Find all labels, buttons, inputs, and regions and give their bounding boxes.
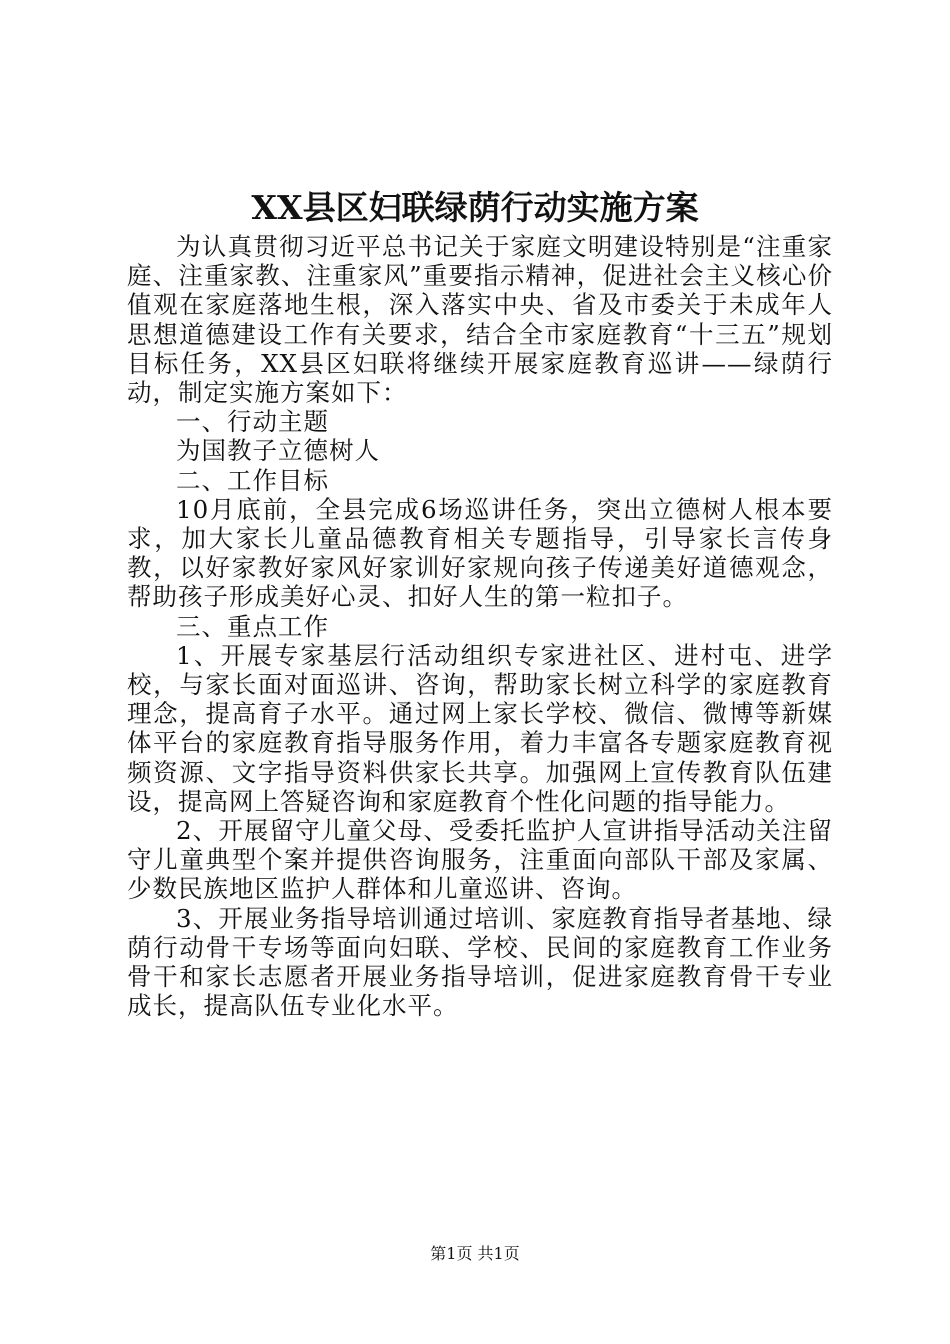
intro-paragraph: 为认真贯彻习近平总书记关于家庭文明建设特别是“注重家庭、注重家教、注重家风”重要指示精神，促进社会主义核心价值观在家庭落地生根，深入落实中央、省及市委关于未成年人思想道德建设工作有关要求，结合全市家庭教育“十三五”规划目标任务，XX县区妇联将继续开展家庭教育巡讲——绿荫行动，制定实施方案如下：: [127, 232, 833, 408]
work-item-1: 1、开展专家基层行活动组织专家进社区、进村屯、进学校，与家长面对面巡讲、咨询，帮助家长树立科学的家庭教育理念，提高育子水平。通过网上家长学校、微信、微博等新媒体平台的家庭教育指导服务作用，着力丰富各专题家庭教育视频资源、文字指导资料供家长共享。加强网上宣传教育队伍建设，提高网上答疑咨询和家庭教育个性化问题的指导能力。: [127, 640, 833, 816]
section-2-content: 10月底前，全县完成6场巡讲任务，突出立德树人根本要求，加大家长儿童品德教育相关专题指导，引导家长言传身教，以好家教好家风好家训好家规向孩子传递美好道德观念，帮助孩子形成美好心灵、扣好人生的第一粒扣子。: [127, 494, 833, 612]
work-item-3: 3、开展业务指导培训通过培训、家庭教育指导者基地、绿荫行动骨干专场等面向妇联、学校、民间的家庭教育工作业务骨干和家长志愿者开展业务指导培训，促进家庭教育骨干专业成长，提高队伍专业化水平。: [127, 903, 833, 1021]
section-heading-2: 二、工作目标: [176, 465, 329, 495]
document-body: [127, 232, 833, 1020]
document-title: XX县区妇联绿荫行动实施方案: [251, 188, 699, 227]
work-item-2: 2、开展留守儿童父母、受委托监护人宣讲指导活动关注留守儿童典型个案并提供咨询服务，注重面向部队干部及家属、少数民族地区监护人群体和儿童巡讲、咨询。: [127, 816, 833, 904]
page-footer: 第1页 共1页: [430, 1244, 520, 1263]
section-heading-1: 一、行动主题: [176, 407, 329, 437]
section-heading-3: 三、重点工作: [176, 611, 329, 641]
section-1-content: 为国教子立德树人: [176, 436, 380, 466]
